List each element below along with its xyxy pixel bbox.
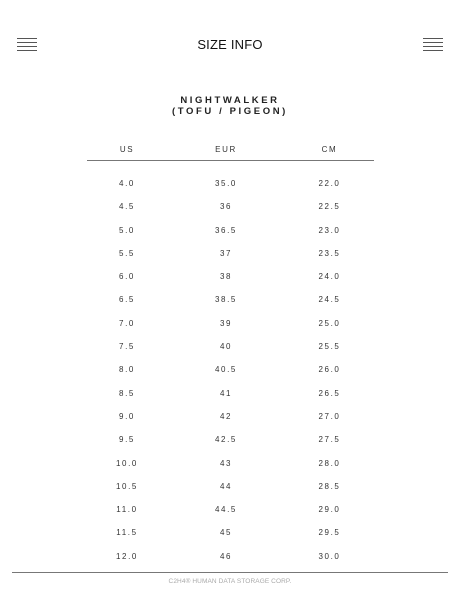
cell-us: 9.0 — [119, 411, 135, 421]
product-name-line2: (TOFU / PIGEON) — [172, 106, 288, 117]
table-row — [87, 295, 374, 318]
cell-cm: 27.0 — [318, 411, 341, 421]
footer-copyright: C2H4® HUMAN DATA STORAGE CORP. — [168, 578, 292, 585]
cell-eur: 44.5 — [215, 505, 237, 515]
cell-eur: 35.0 — [215, 179, 237, 188]
cell-cm: 29.0 — [318, 505, 341, 515]
table-row — [87, 412, 374, 435]
cell-us: 10.5 — [116, 481, 138, 491]
cell-us: 8.5 — [119, 388, 135, 398]
column-header-cm: CM — [321, 145, 338, 154]
cell-us: 8.0 — [119, 365, 135, 375]
cell-eur: 36 — [219, 202, 233, 212]
cell-eur: 40 — [219, 342, 233, 352]
table-row — [87, 319, 374, 342]
table-row — [87, 389, 374, 412]
cell-cm: 25.5 — [318, 342, 341, 352]
cell-eur: 42 — [219, 411, 233, 421]
cell-cm: 23.0 — [318, 225, 341, 235]
size-table-body — [87, 179, 374, 575]
cell-us: 4.5 — [119, 202, 135, 212]
table-row — [87, 505, 374, 528]
footer-divider — [12, 572, 448, 573]
cell-eur: 39 — [219, 318, 233, 328]
cell-cm: 27.5 — [318, 435, 341, 445]
cell-eur: 46 — [219, 551, 233, 561]
cell-cm: 24.5 — [318, 295, 341, 305]
cell-cm: 22.0 — [318, 179, 341, 188]
cell-us: 7.0 — [119, 318, 135, 328]
cell-us: 9.5 — [119, 435, 135, 445]
cell-cm: 28.0 — [318, 458, 341, 468]
cell-us: 4.0 — [119, 179, 135, 188]
cell-eur: 37 — [219, 248, 233, 258]
cell-cm: 23.5 — [318, 248, 341, 258]
cell-us: 11.0 — [116, 505, 138, 515]
product-name — [0, 95, 460, 117]
table-row — [87, 435, 374, 458]
table-row — [87, 459, 374, 482]
table-row — [87, 365, 374, 388]
cell-us: 10.0 — [116, 458, 138, 468]
cell-cm: 22.5 — [318, 202, 341, 212]
cell-cm: 30.0 — [318, 551, 341, 561]
cell-us: 12.0 — [116, 551, 138, 561]
cell-us: 6.5 — [119, 295, 135, 305]
cell-eur: 42.5 — [215, 435, 237, 445]
cell-cm: 24.0 — [318, 272, 341, 282]
cell-eur: 38.5 — [215, 295, 237, 305]
table-row — [87, 179, 374, 202]
table-row — [87, 342, 374, 365]
table-row — [87, 272, 374, 295]
cell-us: 11.5 — [116, 528, 138, 538]
cell-cm: 25.0 — [318, 318, 341, 328]
cell-cm: 26.0 — [318, 365, 341, 375]
size-table — [87, 144, 374, 561]
table-row — [87, 226, 374, 249]
cell-eur: 38 — [219, 272, 233, 282]
cell-eur: 44 — [219, 481, 233, 491]
column-header-us: US — [119, 145, 135, 154]
page-title: SIZE INFO — [197, 37, 263, 52]
cell-eur: 41 — [219, 388, 233, 398]
cell-cm: 29.5 — [318, 528, 341, 538]
cell-cm: 28.5 — [318, 481, 341, 491]
cell-eur: 40.5 — [215, 365, 237, 375]
table-row — [87, 482, 374, 505]
cell-us: 6.0 — [119, 272, 135, 282]
cell-us: 7.5 — [119, 342, 135, 352]
cell-eur: 43 — [219, 458, 233, 468]
cell-cm: 26.5 — [318, 388, 341, 398]
product-name-line1: NIGHTWALKER — [180, 95, 280, 106]
right-menu-icon[interactable] — [423, 38, 443, 52]
size-table-header — [87, 144, 374, 161]
cell-eur: 45 — [219, 528, 233, 538]
column-header-eur: EUR — [215, 145, 237, 154]
cell-us: 5.0 — [119, 225, 135, 235]
cell-eur: 36.5 — [215, 225, 237, 235]
table-row — [87, 202, 374, 225]
table-row — [87, 249, 374, 272]
cell-us: 5.5 — [119, 248, 135, 258]
table-row — [87, 528, 374, 551]
